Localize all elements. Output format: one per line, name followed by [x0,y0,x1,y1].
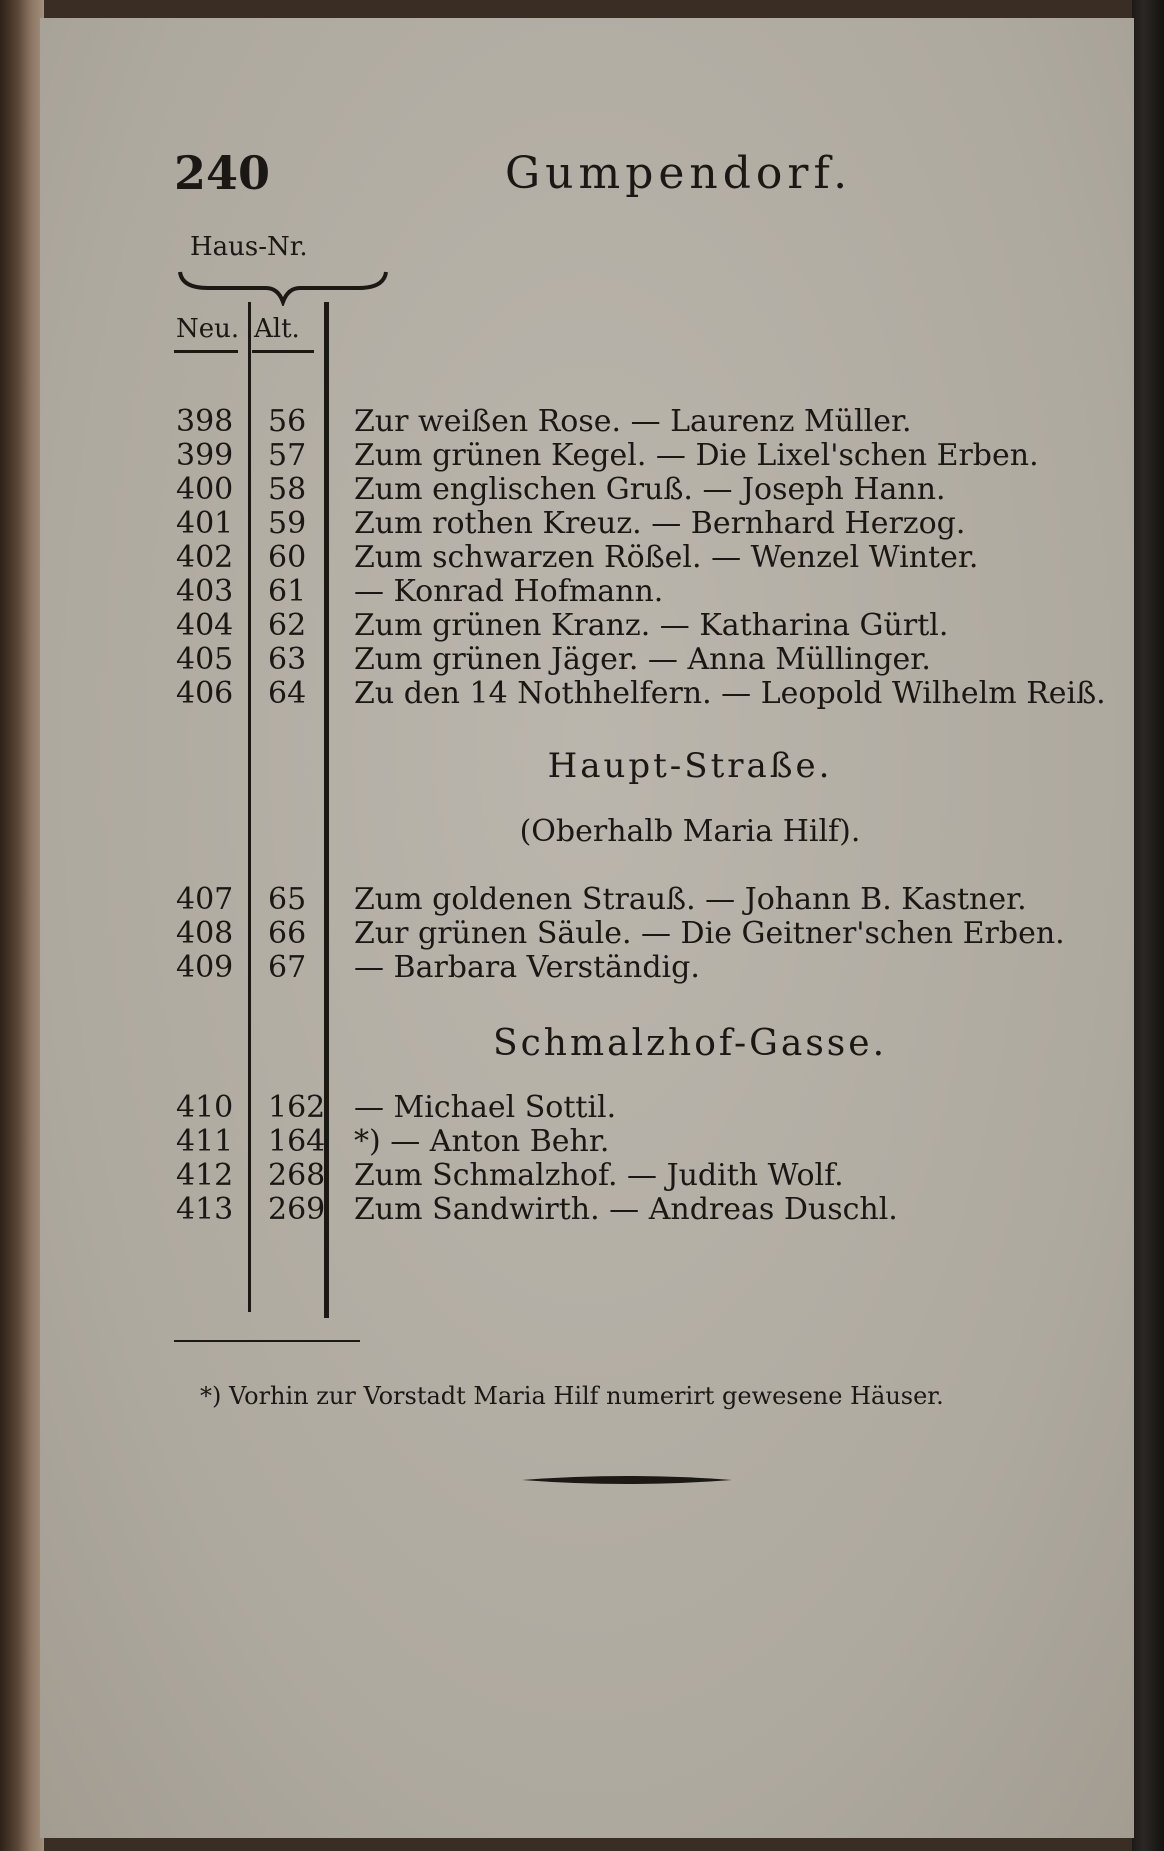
house-entry: Zum grünen Kegel. — Die Lixel'schen Erben. [354,438,1039,473]
table-row [40,916,1134,950]
house-entry: Zu den 14 Nothhelfern. — Leopold Wilhelm Reiß. [354,676,1106,711]
house-number-new: 405 [176,642,234,677]
house-number-old: 60 [268,540,307,575]
table-row [40,404,1134,438]
table-row [40,574,1134,608]
brace-ornament [178,266,388,306]
house-number-new: 404 [176,608,234,643]
footnote: *) Vorhin zur Vorstadt Maria Hilf numerirt gewesene Häuser. [200,1382,944,1410]
house-entry: Zur grünen Säule. — Die Geitner'schen Erben. [354,916,1065,951]
house-entry: Zum englischen Gruß. — Joseph Hann. [354,472,946,507]
book-binding-left [0,0,44,1851]
house-entry: Zum grünen Jäger. — Anna Müllinger. [354,642,931,677]
haus-nr-label: Haus-Nr. [190,232,308,262]
house-number-old: 63 [268,642,307,677]
house-number-old: 64 [268,676,307,711]
section-heading-haupt-strasse: Haupt-Straße. [547,746,833,786]
house-number-new: 401 [176,506,234,541]
house-number-old: 67 [268,950,307,985]
house-number-new: 413 [176,1192,234,1227]
table-row [40,676,1134,710]
house-entry: — Konrad Hofmann. [354,574,664,609]
house-number-new: 409 [176,950,234,985]
table-row [40,642,1134,676]
table-row [40,438,1134,472]
house-number-new: 403 [176,574,234,609]
page-number: 240 [174,146,271,200]
house-entry: — Michael Sottil. [354,1090,617,1125]
house-entry: Zum grünen Kranz. — Katharina Gürtl. [354,608,949,643]
house-number-old: 58 [268,472,307,507]
house-number-old: 57 [268,438,307,473]
column-header-alt: Alt. [254,314,300,344]
house-entry: — Barbara Verständig. [354,950,700,985]
house-number-old: 61 [268,574,307,609]
house-number-old: 162 [268,1090,326,1125]
table-row [40,540,1134,574]
table-row [40,882,1134,916]
column-header-neu: Neu. [176,314,240,344]
house-number-old: 62 [268,608,307,643]
table-row [40,1158,1134,1192]
house-number-old: 56 [268,404,307,439]
house-number-old: 269 [268,1192,326,1227]
table-row [40,1124,1134,1158]
house-number-new: 402 [176,540,234,575]
book-binding-right [1132,0,1164,1851]
house-number-new: 407 [176,882,234,917]
house-number-old: 66 [268,916,307,951]
table-row [40,1090,1134,1124]
section-heading-schmalzhof-gasse: Schmalzhof-Gasse. [492,1023,888,1064]
book-page [40,18,1134,1838]
house-number-new: 412 [176,1158,234,1193]
house-number-new: 399 [176,438,234,473]
table-row [40,506,1134,540]
house-entry: *) — Anton Behr. [354,1124,610,1159]
house-number-new: 410 [176,1090,234,1125]
house-entry: Zum goldenen Strauß. — Johann B. Kastner. [354,882,1027,917]
house-number-new: 408 [176,916,234,951]
house-number-new: 406 [176,676,234,711]
house-number-old: 65 [268,882,307,917]
house-number-new: 398 [176,404,234,439]
house-entry: Zum rothen Kreuz. — Bernhard Herzog. [354,506,966,541]
header-rule-neu [174,350,238,353]
house-number-old: 59 [268,506,307,541]
end-ornament [522,1472,732,1488]
running-head: Gumpendorf. [505,148,853,199]
footnote-rule [174,1340,360,1342]
house-number-old: 268 [268,1158,326,1193]
table-row [40,950,1134,984]
house-entry: Zur weißen Rose. — Laurenz Müller. [354,404,912,439]
table-row [40,608,1134,642]
house-number-new: 400 [176,472,234,507]
header-rule-alt [252,350,314,353]
house-entry: Zum Sandwirth. — Andreas Duschl. [354,1192,898,1227]
table-row [40,1192,1134,1226]
house-entry: Zum schwarzen Rößel. — Wenzel Winter. [354,540,979,575]
section-subheading: (Oberhalb Maria Hilf). [519,814,861,849]
house-number-old: 164 [268,1124,326,1159]
house-entry: Zum Schmalzhof. — Judith Wolf. [354,1158,844,1193]
house-number-new: 411 [176,1124,234,1159]
table-row [40,472,1134,506]
